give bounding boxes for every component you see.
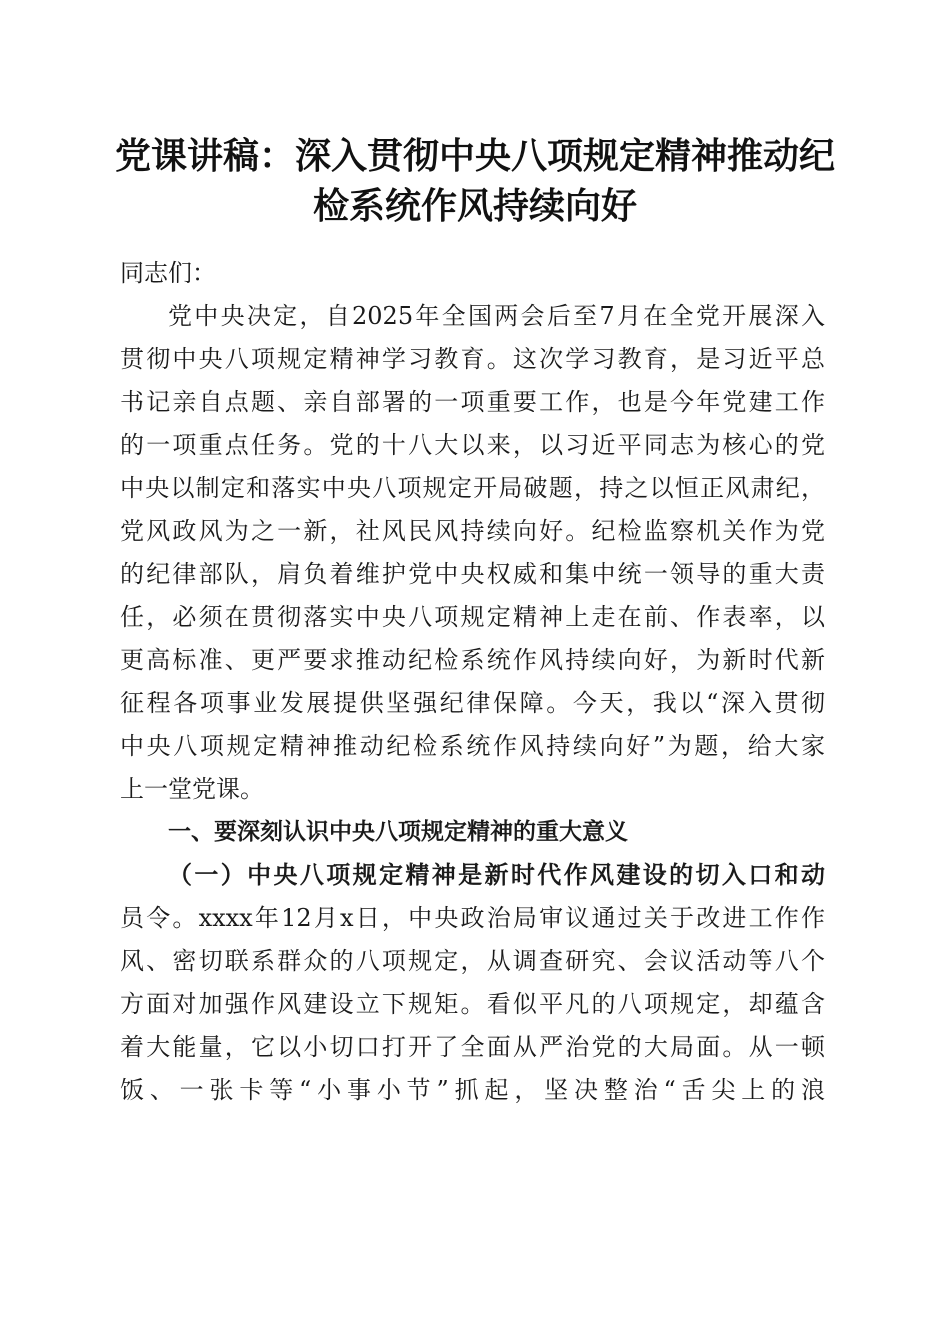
paragraph-line: 的一项重点任务。党的十八大以来，以习近平同志为核心的党	[120, 431, 825, 459]
sub-heading-line: （一）中央八项规定精神是新时代作风建设的切入口和动	[168, 861, 825, 889]
paragraph-line: 风、密切联系群众的八项规定，从调查研究、会议活动等八个	[120, 947, 825, 975]
paragraph-line: 着大能量，它以小切口打开了全面从严治党的大局面。从一顿	[120, 1033, 825, 1061]
paragraph-line: 党中央决定，自2025年全国两会后至7月在全党开展深入	[168, 302, 825, 330]
paragraph-line: 任，必须在贯彻落实中央八项规定精神上走在前、作表率，以	[120, 603, 825, 631]
paragraph-intro	[120, 295, 825, 811]
paragraph-line: 方面对加强作风建设立下规矩。看似平凡的八项规定，却蕴含	[120, 990, 825, 1018]
paragraph-line: 的纪律部队，肩负着维护党中央权威和集中统一领导的重大责	[120, 560, 825, 588]
paragraph-line: 上一堂党课。	[120, 775, 264, 803]
paragraph-line: 饭、一张卡等“小事小节”抓起，坚决整治“舌尖上的浪	[120, 1076, 825, 1104]
section-heading-text: 一、要深刻认识中央八项规定精神的重大意义	[168, 819, 628, 845]
salutation	[120, 252, 825, 295]
paragraph-line: 征程各项事业发展提供坚强纪律保障。今天，我以“深入贯彻	[120, 689, 825, 717]
title-line-2: 检系统作风持续向好	[312, 186, 637, 227]
title-line-1: 党课讲稿：深入贯彻中央八项规定精神推动纪	[114, 136, 835, 177]
paragraph-line: 党风政风为之一新，社风民风持续向好。纪检监察机关作为党	[120, 517, 825, 545]
paragraph-line: 书记亲自点题、亲自部署的一项重要工作，也是今年党建工作	[120, 388, 825, 416]
paragraph-line: 更高标准、更严要求推动纪检系统作风持续向好，为新时代新	[120, 646, 825, 674]
document-title	[110, 132, 840, 232]
section-heading-1	[120, 811, 825, 854]
paragraph-section-1	[120, 854, 825, 1112]
salutation-line: 同志们：	[120, 259, 216, 287]
paragraph-line: 贯彻中央八项规定精神学习教育。这次学习教育，是习近平总	[120, 345, 825, 373]
paragraph-line: 员令。xxxx年12月x日，中央政治局审议通过关于改进工作作	[120, 904, 825, 932]
document-body	[120, 252, 825, 1112]
paragraph-line: 中央以制定和落实中央八项规定开局破题，持之以恒正风肃纪，	[120, 474, 825, 502]
paragraph-line: 中央八项规定精神推动纪检系统作风持续向好”为题，给大家	[120, 732, 825, 760]
